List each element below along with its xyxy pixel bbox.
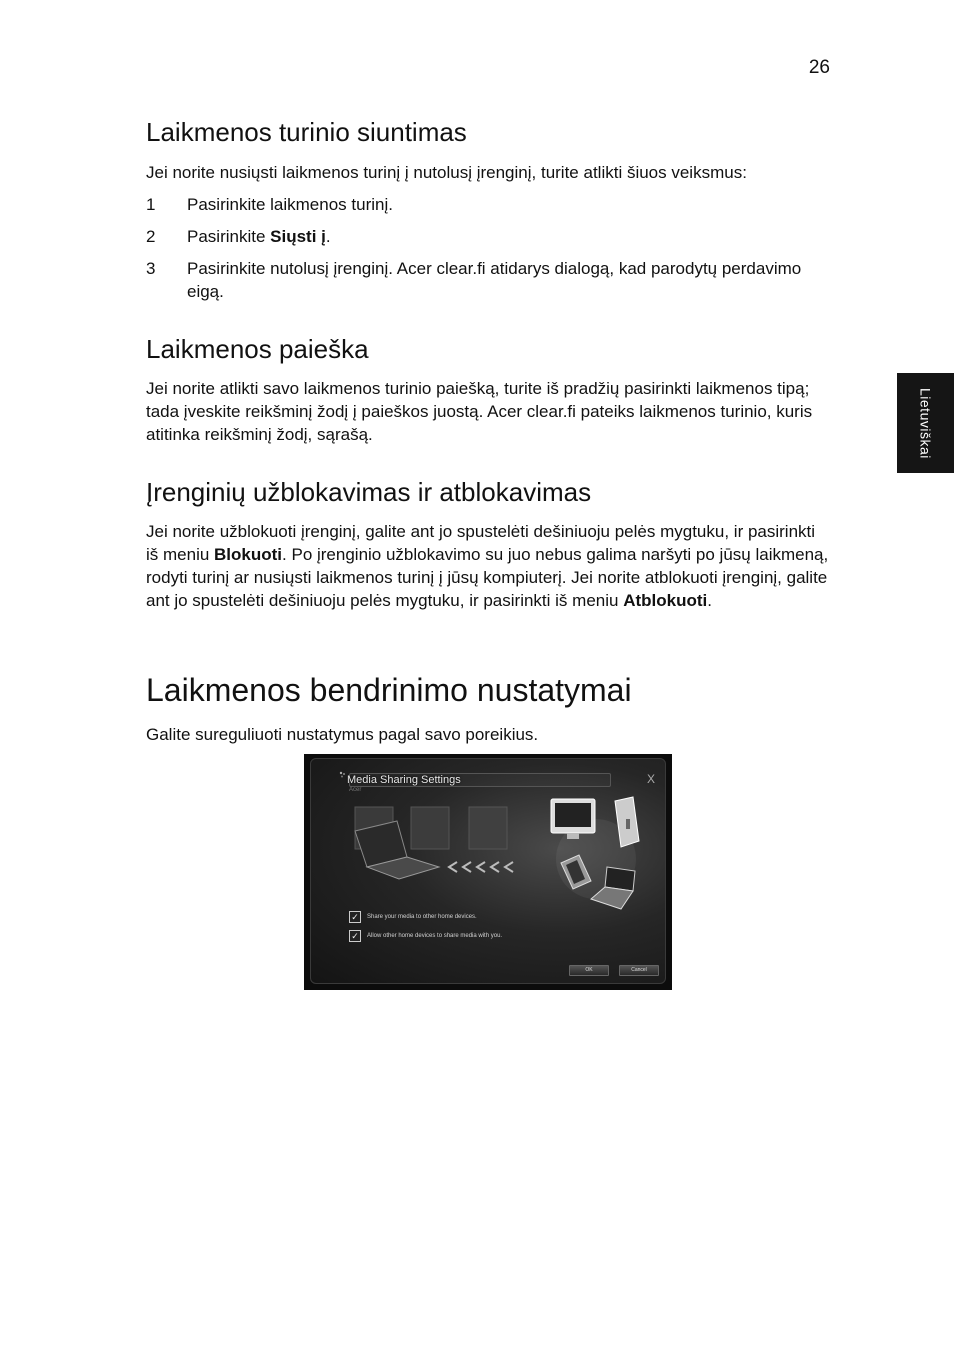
blocking-body [146,520,830,612]
settings-body: Galite sureguliuoti nustatymus pagal savo poreikius. [146,725,539,744]
step-text: Pasirinkite nutolusį įrenginį. Acer clear.fi atidarys dialogą, kad parodytų perdavimo eigą. [187,259,802,301]
step-text-pre: Pasirinkite [187,227,271,246]
share-media-label: Share your media to other home devices. [367,914,477,920]
monitor-icon [551,799,595,839]
dialog-title: Media Sharing Settings [347,774,461,786]
blocking-text-2: . Po įrenginio užblokavimo su juo nebus galima naršyti po jūsų laikmeną, rodyti turinį ar nusiųsti laikmenos turinį į jūsų kompiuterį. Jei norite atblokuoti įrenginį, galite ant jo spustelėti dešiniuoju pelės mygtuku, ir pasirinkti iš meniu [146,545,829,610]
step-text: Pasirinkite laikmenos turinį. [187,195,393,214]
step-number: 3 [146,259,156,278]
page-number: 26 [808,57,830,78]
blocking-bold-unblock: Atblokuoti [623,591,708,610]
allow-sharing-checkbox[interactable]: ✓ [349,930,361,942]
allow-sharing-option[interactable] [349,930,502,942]
section-title-blocking: Įrenginių užblokavimas ir atblokavimas [146,477,592,507]
close-icon[interactable]: X [646,772,655,786]
devices-illustration [311,759,667,985]
language-side-tab [897,373,954,473]
cancel-button[interactable]: Cancel [619,965,659,976]
list-item [146,257,830,303]
dialog-subtitle: Acer [349,787,362,793]
dialog-window [310,758,666,984]
list-item [146,193,830,216]
ok-button[interactable]: OK [569,965,609,976]
sending-intro: Jei norite nusiųsti laikmenos turinį į nutolusį įrenginį, turite atlikti šiuos veiksmus: [146,163,747,182]
section-title-settings: Laikmenos bendrinimo nustatymai [146,672,632,708]
section-title-search: Laikmenos paieška [146,334,369,364]
step-text [187,225,830,248]
section-title-sending: Laikmenos turinio siuntimas [146,117,467,147]
blocking-text-3: . [707,591,712,610]
media-sharing-screenshot [304,754,672,990]
allow-sharing-label: Allow other home devices to share media with you. [367,933,503,939]
share-media-checkbox[interactable]: ✓ [349,911,361,923]
transfer-arrows-icon [449,862,513,872]
step-number: 1 [146,195,156,214]
sending-steps [146,193,830,312]
search-body: Jei norite atlikti savo laikmenos turinio paiešką, turite iš pradžių pasirinkti laikmenos tipą; tada įveskite reikšminį žodį į paieškos juostą. Acer clear.fi pateiks laikmenos turinio, kuris atitinka reikšminį žodį, sąrašą. [146,379,813,444]
thumbnail-3 [469,807,507,849]
share-media-option[interactable] [349,911,477,923]
thumbnail-2 [411,807,449,849]
blocking-text-1: Jei norite užblokuoti įrenginį, galite ant jo spustelėti dešiniuoju pelės mygtuku, ir pasirinkti iš meniu [146,522,816,564]
language-label: Lietuviškai [917,387,934,459]
step-number: 2 [146,227,156,246]
step-text-bold: Siųsti į [270,227,326,246]
list-item [146,225,830,248]
step-text-post: . [325,227,331,246]
blocking-bold-block: Blokuoti [214,545,283,564]
